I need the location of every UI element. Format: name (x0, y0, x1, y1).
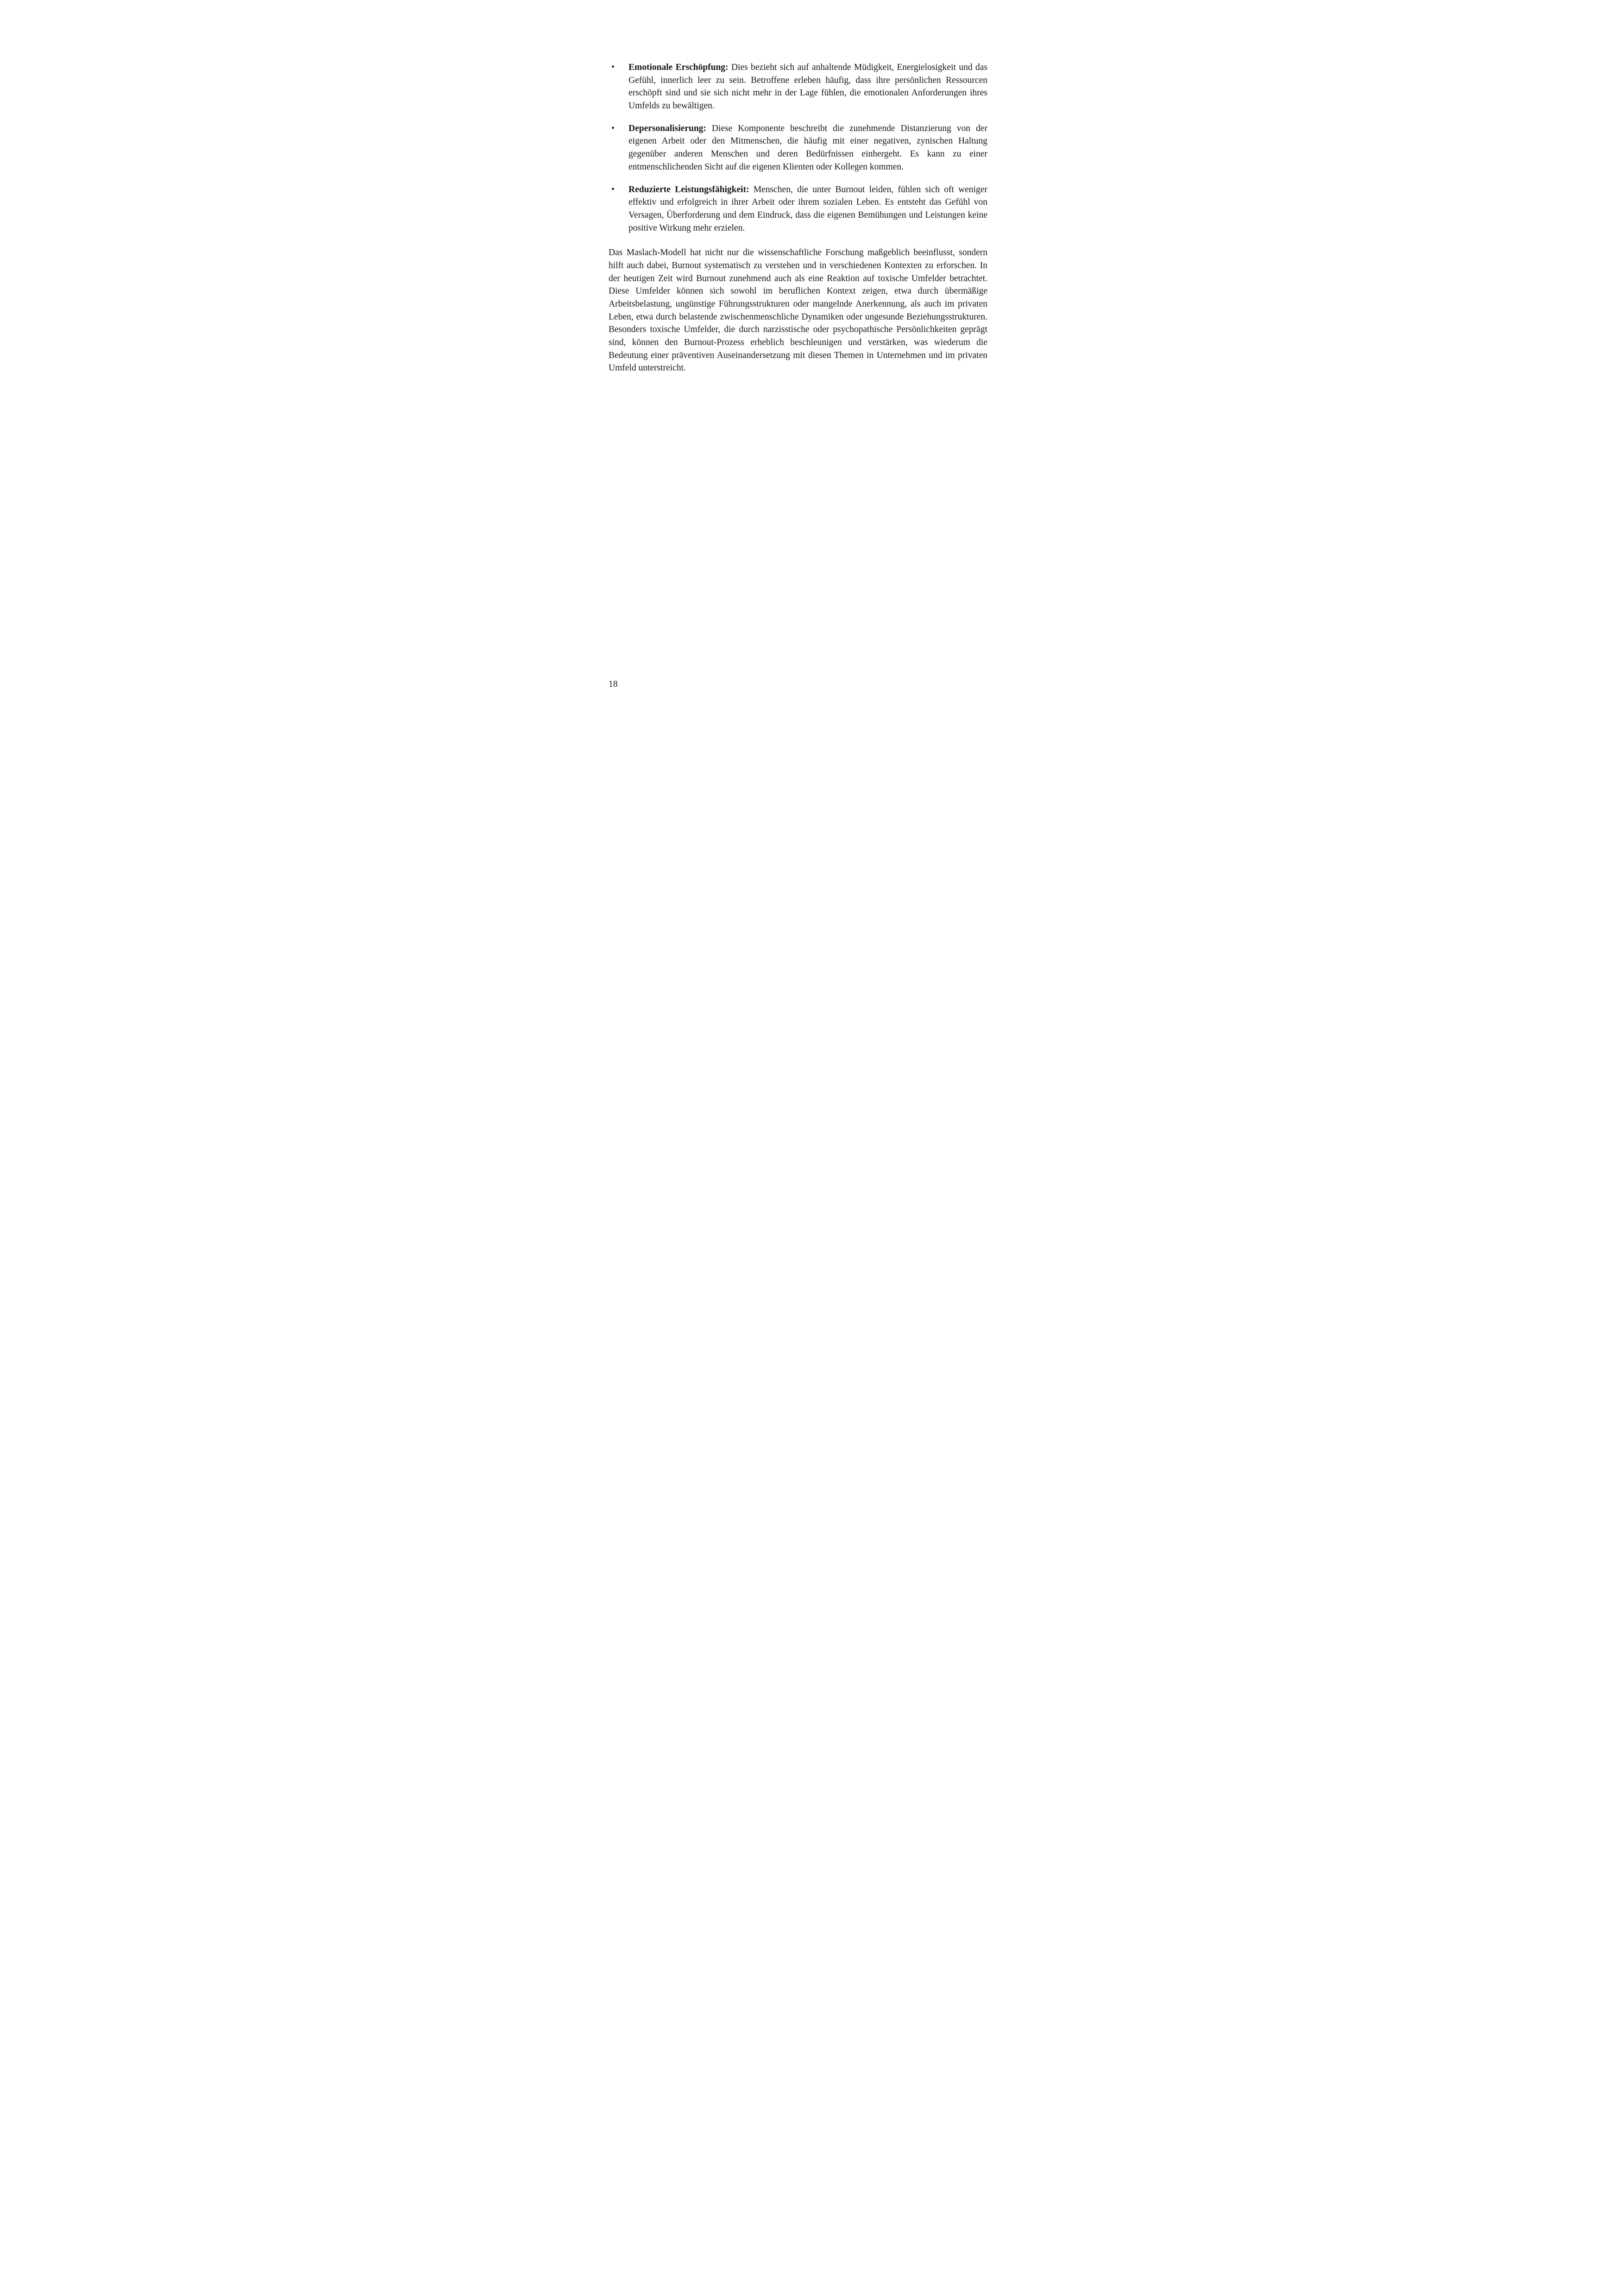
bullet-lead: Reduzierte Leistungsfähigkeit: (628, 184, 749, 194)
list-item (609, 61, 987, 113)
bullet-body: Diese Komponente beschreibt die zunehmende Distanzierung von der eigenen Arbeit oder den Mitmenschen, die häufig mit einer negativen, zynischen Haltung gegenüber anderen Menschen und deren Bedürfnissen einhergeht. Es kann zu einer entmenschlichenden Sicht auf die eigenen Klienten oder Kollegen kommen. (628, 123, 988, 172)
bullet-lead: Depersonalisierung: (628, 123, 706, 133)
bullet-lead: Emotionale Erschöpfung: (628, 63, 729, 72)
bullet-body: Dies bezieht sich auf anhaltende Müdigkeit, Energielosigkeit und das Gefühl, innerlich leer zu sein. Betroffene erleben häufig, dass ihre persönlichen Ressourcen erschöpft sind und sie sich nicht mehr in der Lage fühlen, die emotionalen Anforderungen ihres Umfelds zu bewältigen. (628, 63, 988, 111)
document-page (556, 0, 1065, 721)
bullet-marker: • (611, 184, 615, 194)
bullet-text (628, 61, 987, 113)
bullet-body: Menschen, die unter Burnout leiden, fühlen sich oft weniger effektiv und erfolgreich in ihrer Arbeit oder ihrem sozialen Leben. Es entsteht das Gefühl von Versagen, Überforderung und dem Eindruck, dass die eigenen Bemühungen und Leistungen keine positive Wirkung mehr erzielen. (628, 184, 987, 233)
list-item (609, 183, 987, 235)
body-paragraph: Das Maslach-Modell hat nicht nur die wissenschaftliche Forschung maßgeblich beeinflusst, sondern hilft auch dabei, Burnout systematisch zu verstehen und in verschiedenen Kontexten zu erforschen. In der heutigen Zeit wird Burnout zunehmend auch als eine Reaktion auf toxische Umfelder betrachtet. Diese Umfelder können sich sowohl im beruflichen Kontext zeigen, etwa durch übermäßige Arbeitsbelastung, ungünstige Führungsstrukturen oder mangelnde Anerkennung, als auch im privaten Leben, etwa durch belastende zwischenmenschliche Dynamiken oder ungesunde Beziehungsstrukturen. Besonders toxische Umfelder, die durch narzisstische oder psychopathische Persönlichkeiten geprägt sind, können den Burnout-Prozess erheblich beschleunigen und verstärken, was wiederum die Bedeutung einer präventiven Auseinandersetzung mit diesen Themen in Unternehmen und im privaten Umfeld unterstreicht. (609, 248, 987, 373)
bullet-list (609, 61, 987, 234)
page-number: 18 (609, 679, 618, 690)
list-item (609, 122, 987, 174)
bullet-text (628, 183, 987, 235)
bullet-marker: • (611, 123, 615, 133)
bullet-marker: • (611, 63, 615, 72)
bullet-text (628, 122, 987, 174)
